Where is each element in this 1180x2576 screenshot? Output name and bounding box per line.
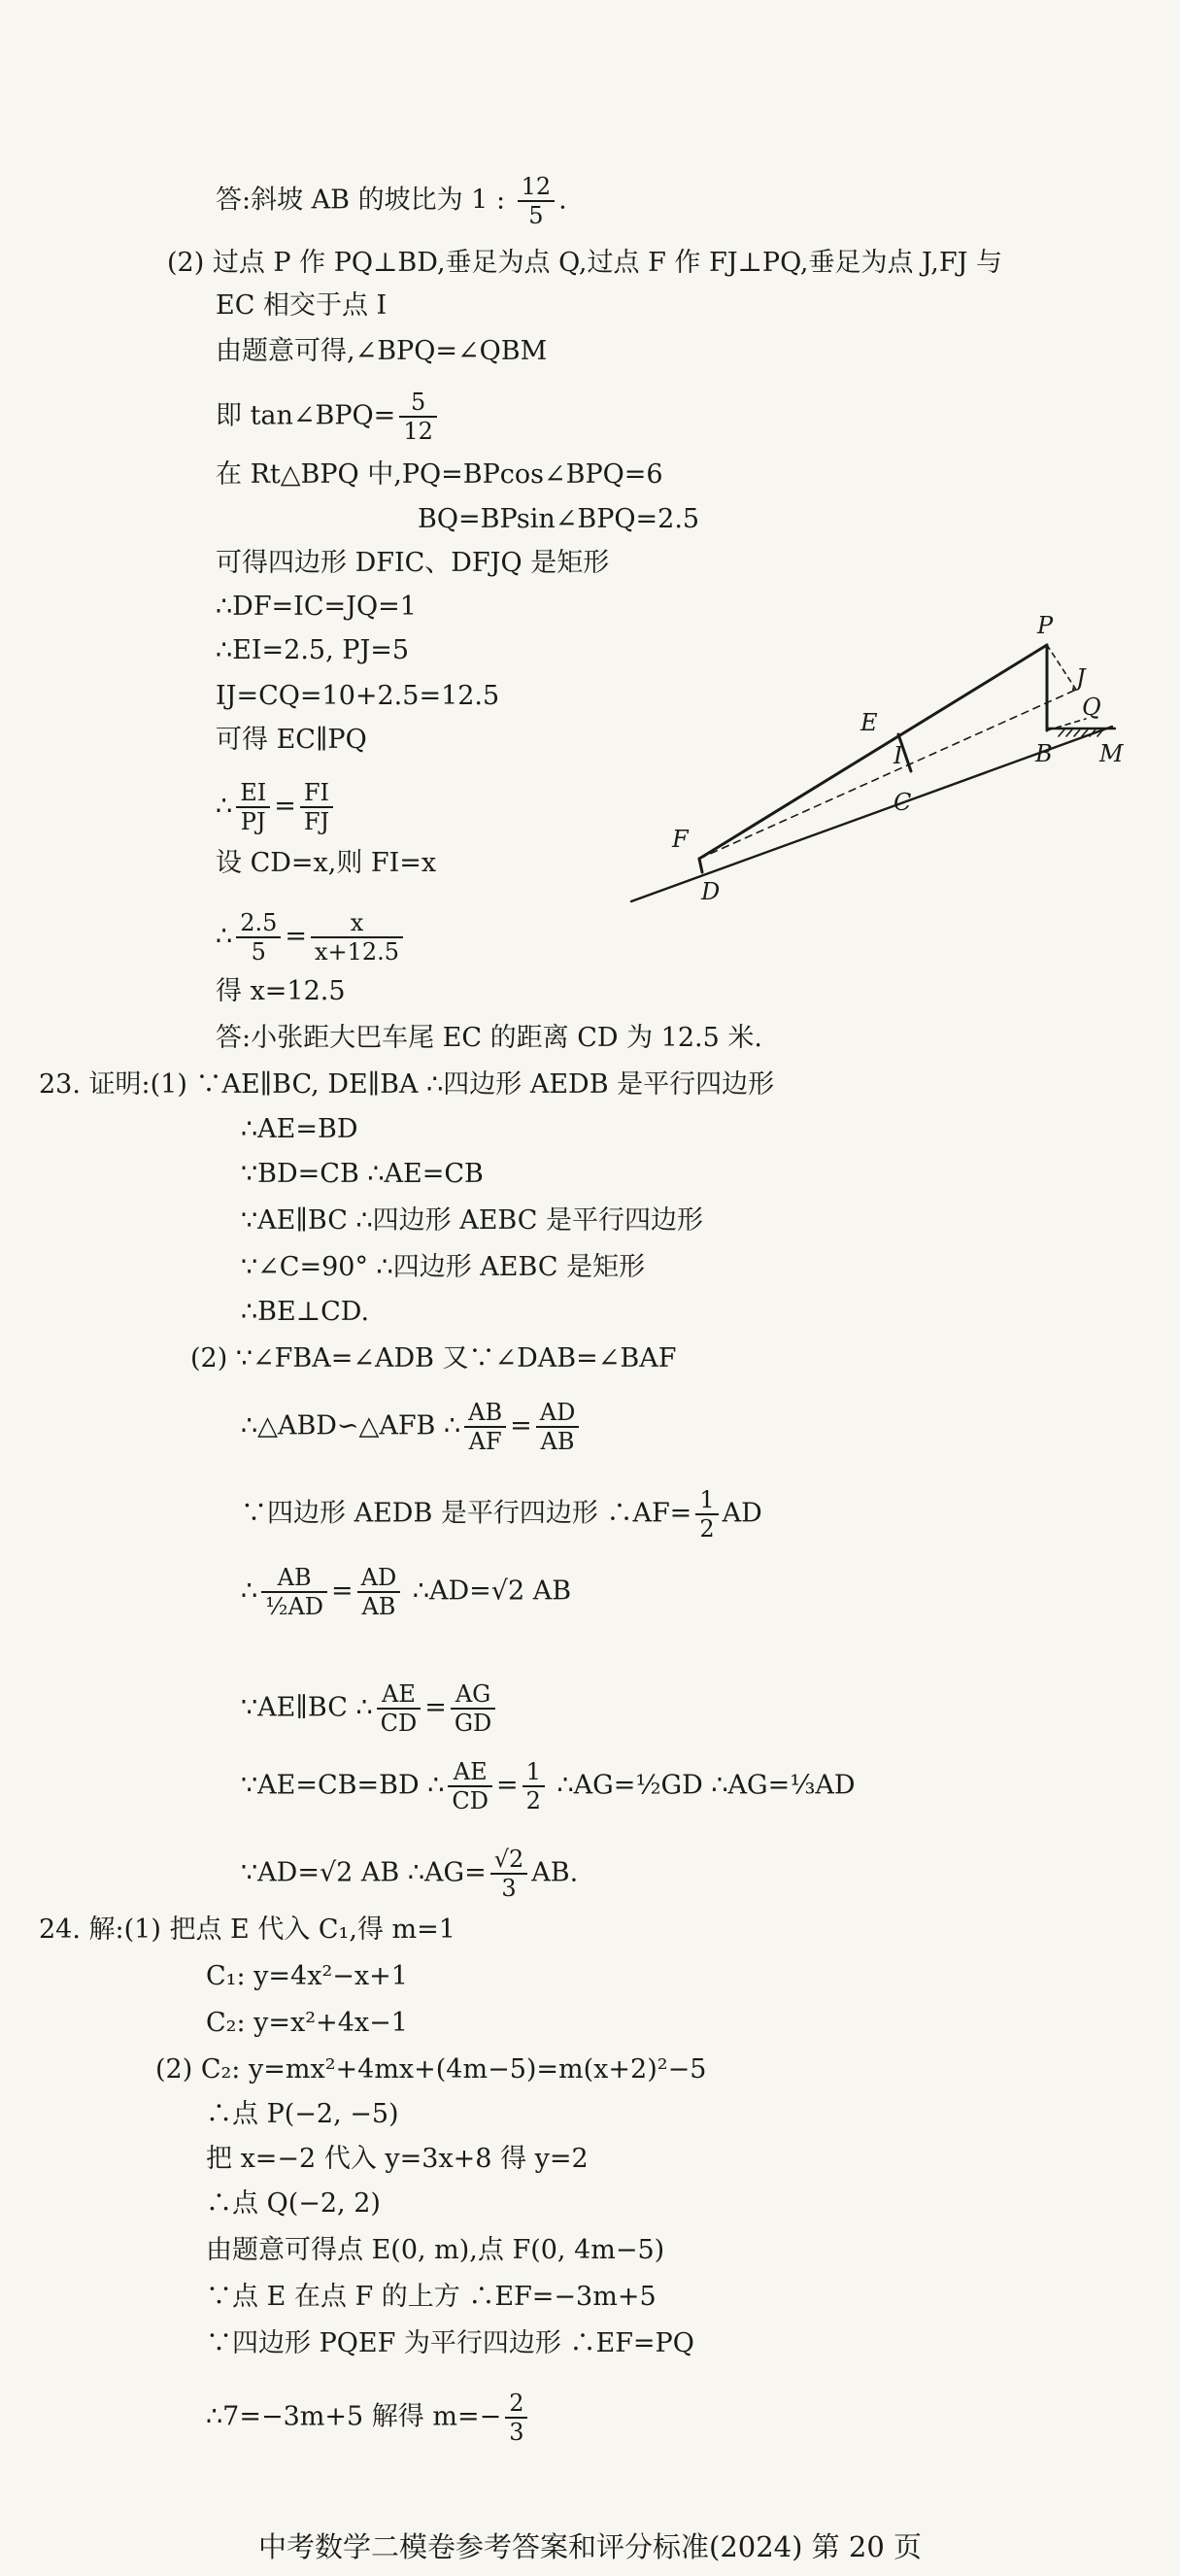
fraction-denominator: FJ <box>303 808 330 835</box>
line-22: ∴BE⊥CD. <box>241 1297 370 1327</box>
line-6: BQ=BPsin∠BPQ=2.5 <box>418 504 700 534</box>
line-40 <box>206 2390 531 2446</box>
line-30: 24. 解:(1) 把点 E 代入 C₁,得 m=1 <box>39 1915 455 1945</box>
line-text: 答:斜坡 AB 的坡比为 1 : <box>216 185 514 216</box>
fraction <box>451 1680 495 1737</box>
segment-fd <box>699 859 702 872</box>
line-27 <box>241 1680 499 1737</box>
line-0 <box>216 173 567 229</box>
label-f: F <box>672 826 689 853</box>
label-d: D <box>701 878 721 905</box>
fraction-numerator: AG <box>451 1680 495 1710</box>
line-31: C₁: y=4x²−x+1 <box>206 1961 408 1991</box>
line-text: ∴ <box>216 921 233 952</box>
line-11: 可得 EC∥PQ <box>216 725 367 755</box>
label-b: B <box>1035 740 1053 767</box>
label-c: C <box>893 789 912 816</box>
fraction <box>490 1846 528 1902</box>
fraction-numerator: AD <box>357 1564 401 1593</box>
line-3: 由题意可得,∠BPQ=∠QBM <box>216 336 548 366</box>
line-24 <box>241 1399 583 1455</box>
fraction-denominator: CD <box>380 1710 418 1737</box>
line-20: ∵AE∥BC ∴四边形 AEBC 是平行四边形 <box>241 1205 703 1236</box>
line-39: ∵四边形 PQEF 为平行四边形 ∴EF=PQ <box>206 2328 694 2358</box>
line-text: ∵四边形 AEDB 是平行四边形 ∴AF= <box>241 1498 692 1529</box>
line-1: (2) 过点 P 作 PQ⊥BD,垂足为点 Q,过点 F 作 FJ⊥PQ,垂足为点 J,FJ 与 <box>167 248 1003 278</box>
equals-sign: = <box>496 1770 519 1801</box>
fraction-numerator: 1 <box>523 1758 545 1787</box>
fraction-numerator: AE <box>377 1680 421 1710</box>
fraction <box>357 1564 401 1620</box>
line-21: ∵∠C=90° ∴四边形 AEBC 是矩形 <box>241 1252 646 1282</box>
line-text: ∵AD=√2 AB ∴AG= <box>241 1857 487 1888</box>
fraction-denominator: 2 <box>525 1787 541 1814</box>
line-5: 在 Rt△BPQ 中,PQ=BPcos∠BPQ=6 <box>216 459 663 490</box>
line-29 <box>241 1846 578 1902</box>
line-9: ∴EI=2.5, PJ=5 <box>216 635 410 665</box>
fraction <box>377 1680 421 1737</box>
fraction-numerator: FI <box>300 779 333 808</box>
line-28 <box>241 1758 856 1814</box>
fraction-denominator: 12 <box>403 418 433 445</box>
equals-sign: = <box>274 791 296 822</box>
equals-sign: = <box>424 1692 447 1723</box>
line-34: ∴点 P(−2, −5) <box>206 2099 399 2129</box>
line-15: 得 x=12.5 <box>216 976 346 1006</box>
fraction <box>311 909 403 966</box>
fraction <box>300 779 333 835</box>
equals-sign: = <box>510 1410 532 1441</box>
line-37: 由题意可得点 E(0, m),点 F(0, 4m−5) <box>206 2235 665 2265</box>
fraction <box>523 1758 545 1814</box>
line-13: 设 CD=x,则 FI=x <box>216 848 437 878</box>
line-25 <box>241 1486 762 1542</box>
line-text: ∴△ABD∽△AFB ∴ <box>241 1410 461 1441</box>
dashed-pj <box>1047 645 1076 690</box>
fraction-denominator: PJ <box>240 808 266 835</box>
fraction-numerator: 5 <box>399 389 437 418</box>
line-16: 答:小张距大巴车尾 EC 的距离 CD 为 12.5 米. <box>216 1023 762 1053</box>
line-text: . <box>558 185 567 216</box>
line-text: AB. <box>531 1857 579 1888</box>
fraction <box>448 1758 492 1814</box>
fraction-numerator: 12 <box>518 173 556 202</box>
fraction-numerator: AB <box>261 1564 327 1593</box>
fraction <box>236 909 281 966</box>
fraction-numerator: 2.5 <box>236 909 281 938</box>
line-text: ∴ <box>216 791 233 822</box>
fraction-numerator: AD <box>536 1399 580 1428</box>
fraction-denominator: CD <box>452 1787 489 1814</box>
fraction-denominator: x+12.5 <box>314 938 400 966</box>
line-text: ∴7=−3m+5 解得 m=− <box>206 2401 502 2432</box>
fraction <box>695 1486 718 1542</box>
line-14 <box>216 909 407 966</box>
fraction-denominator: 2 <box>699 1515 715 1542</box>
label-i: I <box>893 742 903 769</box>
page-footer: 中考数学二模卷参考答案和评分标准(2024) 第 20 页 <box>258 2530 922 2563</box>
fraction-denominator: AB <box>361 1593 396 1620</box>
line-23: (2) ∵∠FBA=∠ADB 又∵∠DAB=∠BAF <box>190 1343 677 1373</box>
fraction-numerator: x <box>311 909 403 938</box>
fraction-denominator: GD <box>454 1710 492 1737</box>
line-8: ∴DF=IC=JQ=1 <box>216 592 417 622</box>
line-36: ∴点 Q(−2, 2) <box>206 2188 381 2219</box>
line-text: ∵AE∥BC ∴ <box>241 1692 373 1723</box>
fraction-denominator: 3 <box>509 2419 524 2446</box>
dashed-fj <box>699 690 1076 859</box>
line-text: ∴AD=√2 AB <box>404 1576 572 1607</box>
line-2: EC 相交于点 I <box>216 290 388 321</box>
label-q: Q <box>1082 694 1101 721</box>
geometry-figure <box>622 602 1165 913</box>
fraction-denominator: 3 <box>501 1875 517 1902</box>
fraction <box>505 2390 527 2446</box>
line-text: ∴ <box>241 1576 258 1607</box>
line-text: ∴AG=½GD ∴AG=⅓AD <box>548 1770 856 1801</box>
fraction-denominator: 5 <box>251 938 266 966</box>
line-18: ∴AE=BD <box>241 1114 358 1144</box>
line-35: 把 x=−2 代入 y=3x+8 得 y=2 <box>206 2144 589 2174</box>
fraction-numerator: AB <box>464 1399 506 1428</box>
fraction <box>464 1399 506 1455</box>
line-32: C₂: y=x²+4x−1 <box>206 2008 408 2038</box>
fraction <box>518 173 556 229</box>
fraction-denominator: 5 <box>528 202 544 229</box>
fraction-denominator: ½AD <box>265 1593 324 1620</box>
line-4 <box>216 389 441 445</box>
line-text: ∵AE=CB=BD ∴ <box>241 1770 445 1801</box>
fraction <box>536 1399 580 1455</box>
line-26 <box>241 1564 571 1620</box>
fraction <box>236 779 270 835</box>
segment-fe <box>699 645 1047 859</box>
fraction-numerator: 2 <box>505 2390 527 2419</box>
line-33: (2) C₂: y=mx²+4mx+(4m−5)=m(x+2)²−5 <box>155 2054 707 2085</box>
label-m: M <box>1099 740 1124 767</box>
fraction-denominator: AF <box>468 1428 502 1455</box>
fraction-numerator: AE <box>448 1758 492 1787</box>
label-j: J <box>1076 664 1086 692</box>
fraction-numerator: 1 <box>695 1486 718 1515</box>
line-text: AD <box>722 1498 762 1529</box>
fraction <box>261 1564 327 1620</box>
line-19: ∵BD=CB ∴AE=CB <box>241 1159 484 1189</box>
equals-sign: = <box>285 921 307 952</box>
line-10: IJ=CQ=10+2.5=12.5 <box>216 681 500 711</box>
fraction-numerator: EI <box>236 779 270 808</box>
fraction-numerator: √2 <box>490 1846 528 1875</box>
line-17: 23. 证明:(1) ∵AE∥BC, DE∥BA ∴四边形 AEDB 是平行四边形 <box>39 1069 775 1100</box>
label-e: E <box>860 709 878 736</box>
line-7: 可得四边形 DFIC、DFJQ 是矩形 <box>216 548 610 578</box>
line-38: ∵点 E 在点 F 的上方 ∴EF=−3m+5 <box>206 2282 657 2312</box>
fraction-denominator: AB <box>540 1428 575 1455</box>
fraction <box>399 389 437 445</box>
line-text: 即 tan∠BPQ= <box>216 400 396 431</box>
line-12 <box>216 779 337 835</box>
label-p: P <box>1037 612 1054 639</box>
equals-sign: = <box>331 1576 354 1607</box>
